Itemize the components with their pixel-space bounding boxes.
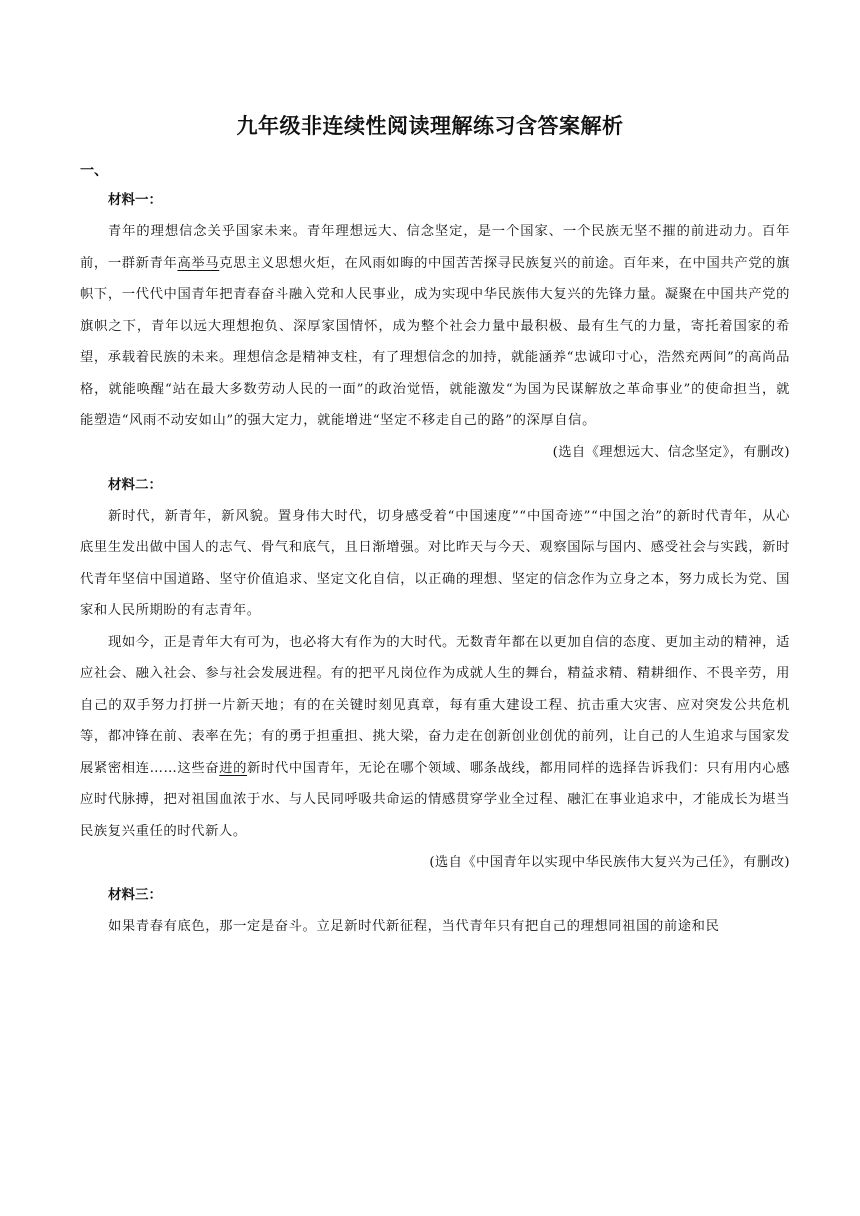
- material1-text-a: 青年的理想信念关乎国家未来。青年理想远大、信念坚定，是一个国家、一个民族无坚不摧的前进动力。百年前，一群新青年: [80, 224, 790, 271]
- material1-underlined-text: 高举马: [177, 255, 220, 271]
- material2-source: (选自《中国青年以实现中华民族伟大复兴为己任》，有删改): [429, 855, 790, 870]
- material1-heading: 材料一：: [108, 192, 162, 208]
- document-title: 九年级非连续性阅读理解练习含答案解析: [236, 114, 624, 138]
- material2-text-b: 新时代中国青年，无论在哪个领域、哪条战线，都用同样的选择告诉我们：只有用内心感应时代脉搏，把对祖国血浓于水、与人民同呼吸共命运的情感贯穿学业全过程、融汇在事业追求中，才能成长为堪当民族复兴重任的时代新人。: [80, 760, 791, 839]
- material2-underlined-text: 进的: [219, 760, 248, 776]
- material2-paragraph-2: [80, 627, 790, 848]
- material2-paragraph-1: 新时代，新青年，新风貌。置身伟大时代，切身感受着“中国速度”“中国奇迹”“中国之治”的新时代青年，从心底里生发出做中国人的志气、骨气和底气，且日渐增强。对比昨天与今天、观察国际与国内、感受社会与实践，新时代青年坚信中国道路、坚守价值追求、坚定文化自信，以正确的理想、坚定的信念作为立身之本，努力成长为党、国家和人民所期盼的有志青年。: [80, 508, 790, 618]
- material2-text-a: 现如今，正是青年大有可为，也必将大有作为的大时代。无数青年都在以更加自信的态度、更加主动的精神，适应社会、融入社会、参与社会发展进程。有的把平凡岗位作为成就人生的舞台，精益求精、精耕细作、不畏辛劳，用自己的双手努力打拼一片新天地；有的在关键时刻见真章，每有重大建设工程、抗击重大灾害、应对突发公共危机等，都冲锋在前、表率在先；有的勇于担重担、挑大梁，奋力走在创新创业创优的前列，让自己的人生追求与国家发展紧密相连……这些奋: [80, 634, 790, 776]
- material3-heading: 材料三：: [108, 887, 162, 903]
- material1-paragraph: [80, 216, 790, 437]
- document-body: [80, 184, 790, 943]
- material1-source: (选自《理想远大、信念坚定》，有删改): [552, 444, 790, 460]
- material1-text-b: 克思主义思想火炬，在风雨如晦的中国苦苦探寻民族复兴的前途。百年来，在中国共产党的旗帜下，一代代中国青年把青春奋斗融入党和人民事业，成为实现中华民族伟大复兴的先锋力量。凝聚在中国共产党的旗帜之下，青年以远大理想抱负、深厚家国情怀，成为整个社会力量中最积极、最有生气的力量，寄托着国家的希望，承载着民族的未来。理想信念是精神支柱，有了理想信念的加持，就能涵养“忠诚印寸心，浩然充两间”的高尚品格，就能唤醒“站在最大多数劳动人民的一面”的政治觉悟，就能激发“为国为民谋解放之革命事业”的使命担当，就能塑造“风雨不动安如山”的强大定力，就能增进“坚定不移走自己的路”的深厚自信。: [80, 255, 790, 428]
- section-number: 一、: [80, 163, 108, 179]
- material2-heading: 材料二：: [108, 476, 162, 493]
- material3-paragraph: 如果青春有底色，那一定是奋斗。立足新时代新征程，当代青年只有把自己的理想同祖国的前途和民: [108, 919, 720, 934]
